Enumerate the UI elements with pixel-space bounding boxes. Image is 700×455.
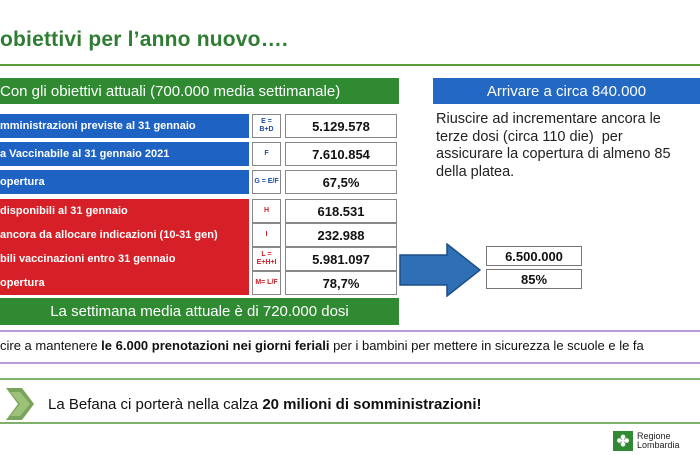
row-value: 5.981.097 [285, 247, 397, 271]
regione-lombardia-logo [613, 426, 700, 455]
table-row-coverage [0, 170, 397, 194]
logo-line2: Lombardia [637, 439, 680, 450]
lombardy-rose-icon: ✤ [613, 431, 633, 451]
befana-divider-top [0, 378, 700, 380]
title-divider [0, 64, 700, 66]
row-label: ancora da allocare indicazioni (10-31 gen) [0, 223, 249, 247]
befana-text-bold: 20 milioni di somministrazioni! [262, 396, 482, 413]
row-label: a Vaccinabile al 31 gennaio 2021 [0, 142, 249, 166]
row-code [252, 247, 281, 271]
befana-text [48, 396, 482, 413]
target-doses-box: 6.500.000 [486, 246, 582, 266]
row-label: opertura [0, 170, 249, 194]
weekly-average-banner-text: La settimana media attuale è di 720.000 dosi [50, 303, 349, 320]
row-value: 232.988 [285, 223, 397, 247]
bookings-divider-bottom [0, 362, 700, 364]
logo-line1: Regione [637, 430, 671, 441]
table-row-vaccinable [0, 142, 397, 166]
current-goals-banner-text: Con gli obiettivi attuali (700.000 media settimanale) [0, 82, 341, 100]
gift-arrow-icon [4, 386, 36, 422]
bookings-text-end: per i bambini per mettere in sicurezza le scuole e le fa [329, 338, 644, 353]
table-row-final-coverage [0, 271, 397, 295]
row-label: opertura [0, 271, 249, 295]
target-banner [433, 78, 700, 104]
target-banner-text: Arrivare a circa 840.000 [486, 82, 647, 100]
goal-description: Riuscire ad incrementare ancora le terze dosi (circa 110 die) per assicurare la copertura di almeno 85 della platea. [436, 111, 671, 180]
row-label: mministrazioni previste al 31 gennaio [0, 114, 249, 138]
row-code: H [252, 199, 281, 223]
row-value: 78,7% [285, 271, 397, 295]
page-title: obiettivi per l’anno nuovo…. [0, 28, 288, 51]
row-value: 67,5% [285, 170, 397, 194]
row-value: 5.129.578 [285, 114, 397, 138]
befana-text-start: La Befana ci porterà nella calza [48, 396, 263, 413]
bookings-text-bold: le 6.000 prenotazioni nei giorni feriali [101, 338, 330, 353]
bookings-text-start: cire a mantenere [0, 338, 102, 353]
row-label: bili vaccinazioni entro 31 gennaio [0, 247, 249, 271]
row-value: 618.531 [285, 199, 397, 223]
table-row-possible-vaccinations [0, 247, 397, 271]
row-code: I [252, 223, 281, 247]
logo-text [637, 432, 680, 450]
befana-divider-bottom [0, 422, 700, 424]
arrow-right-icon [399, 243, 481, 297]
target-coverage-box: 85% [486, 269, 582, 289]
weekly-average-banner [0, 298, 399, 325]
row-code-text: L = E+H+I [256, 251, 277, 266]
bookings-divider-top [0, 330, 700, 332]
row-code [252, 114, 281, 138]
table-row-to-allocate [0, 223, 397, 247]
row-value: 7.610.854 [285, 142, 397, 166]
row-label: disponibili al 31 gennaio [0, 199, 249, 223]
row-code-text: E = B+D [259, 118, 274, 133]
row-code: G = E/F [252, 170, 281, 194]
row-code: F [252, 142, 281, 166]
table-row-administrations [0, 114, 397, 138]
row-code: M= L/F [252, 271, 281, 295]
bookings-text [0, 338, 700, 353]
table-row-available [0, 199, 397, 223]
current-goals-banner [0, 78, 399, 104]
